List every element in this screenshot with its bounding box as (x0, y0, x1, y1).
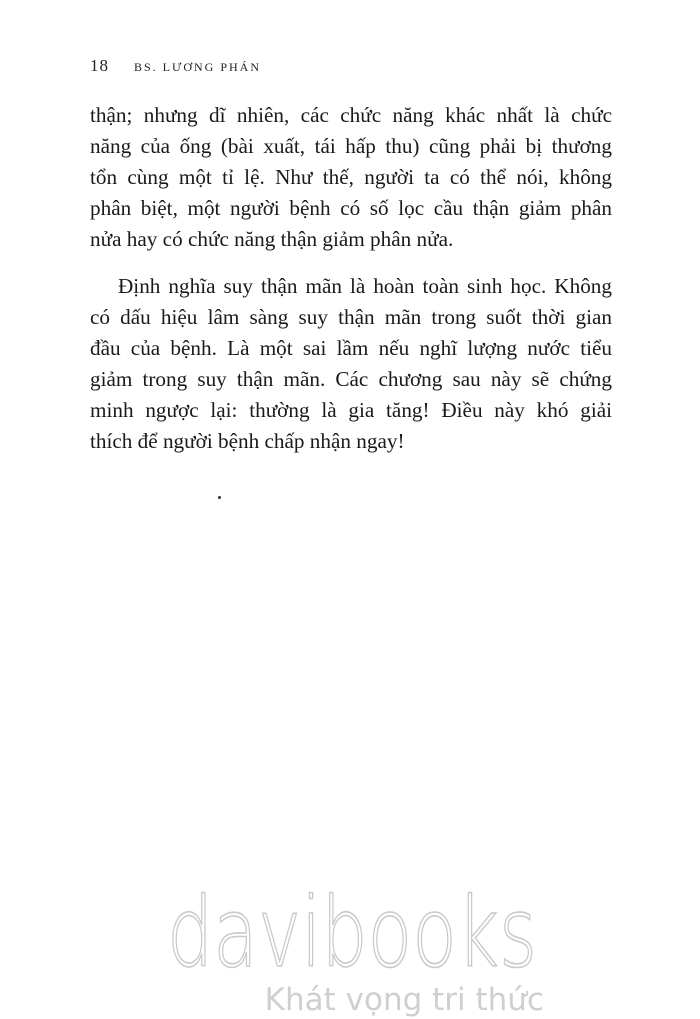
text-line: giảm trong suy thận mãn. Các chương sau này sẽ chứng (90, 367, 612, 391)
body-text (90, 100, 612, 457)
paragraph-spacer (90, 255, 612, 271)
text-line: phân biệt, một người bệnh có số lọc cầu thận giảm phân (90, 196, 612, 220)
watermark-logo (0, 884, 700, 1019)
watermark-slogan: Khát vọng tri thức (264, 982, 544, 1018)
text-line: đầu của bệnh. Là một sai lầm nếu nghĩ lượng nước tiểu (90, 336, 612, 360)
page-number: 18 (90, 56, 109, 75)
text-line: Định nghĩa suy thận mãn là hoàn toàn sinh học. Không (118, 274, 612, 298)
text-line: thận; nhưng dĩ nhiên, các chức năng khác nhất là chức (90, 103, 612, 127)
running-head-author: BS. LƯƠNG PHÁN (134, 60, 261, 74)
text-line: tổn cùng một tỉ lệ. Như thế, người ta có thể nói, không (90, 165, 612, 189)
text-line: minh ngược lại: thường là gia tăng! Điều này khó giải (90, 398, 612, 422)
paragraph-2 (90, 271, 612, 457)
watermark (0, 884, 700, 1019)
text-line: thích để người bệnh chấp nhận ngay! (90, 429, 405, 453)
running-head (90, 56, 261, 76)
print-speck (218, 496, 221, 499)
text-line: nửa hay có chức năng thận giảm phân nửa. (90, 227, 454, 251)
watermark-brand: davibooks (167, 884, 537, 989)
text-line: có dấu hiệu lâm sàng suy thận mãn trong suốt thời gian (90, 305, 612, 329)
paragraph-1 (90, 100, 612, 255)
text-line: năng của ống (bài xuất, tái hấp thu) cũng phải bị thương (90, 134, 612, 158)
